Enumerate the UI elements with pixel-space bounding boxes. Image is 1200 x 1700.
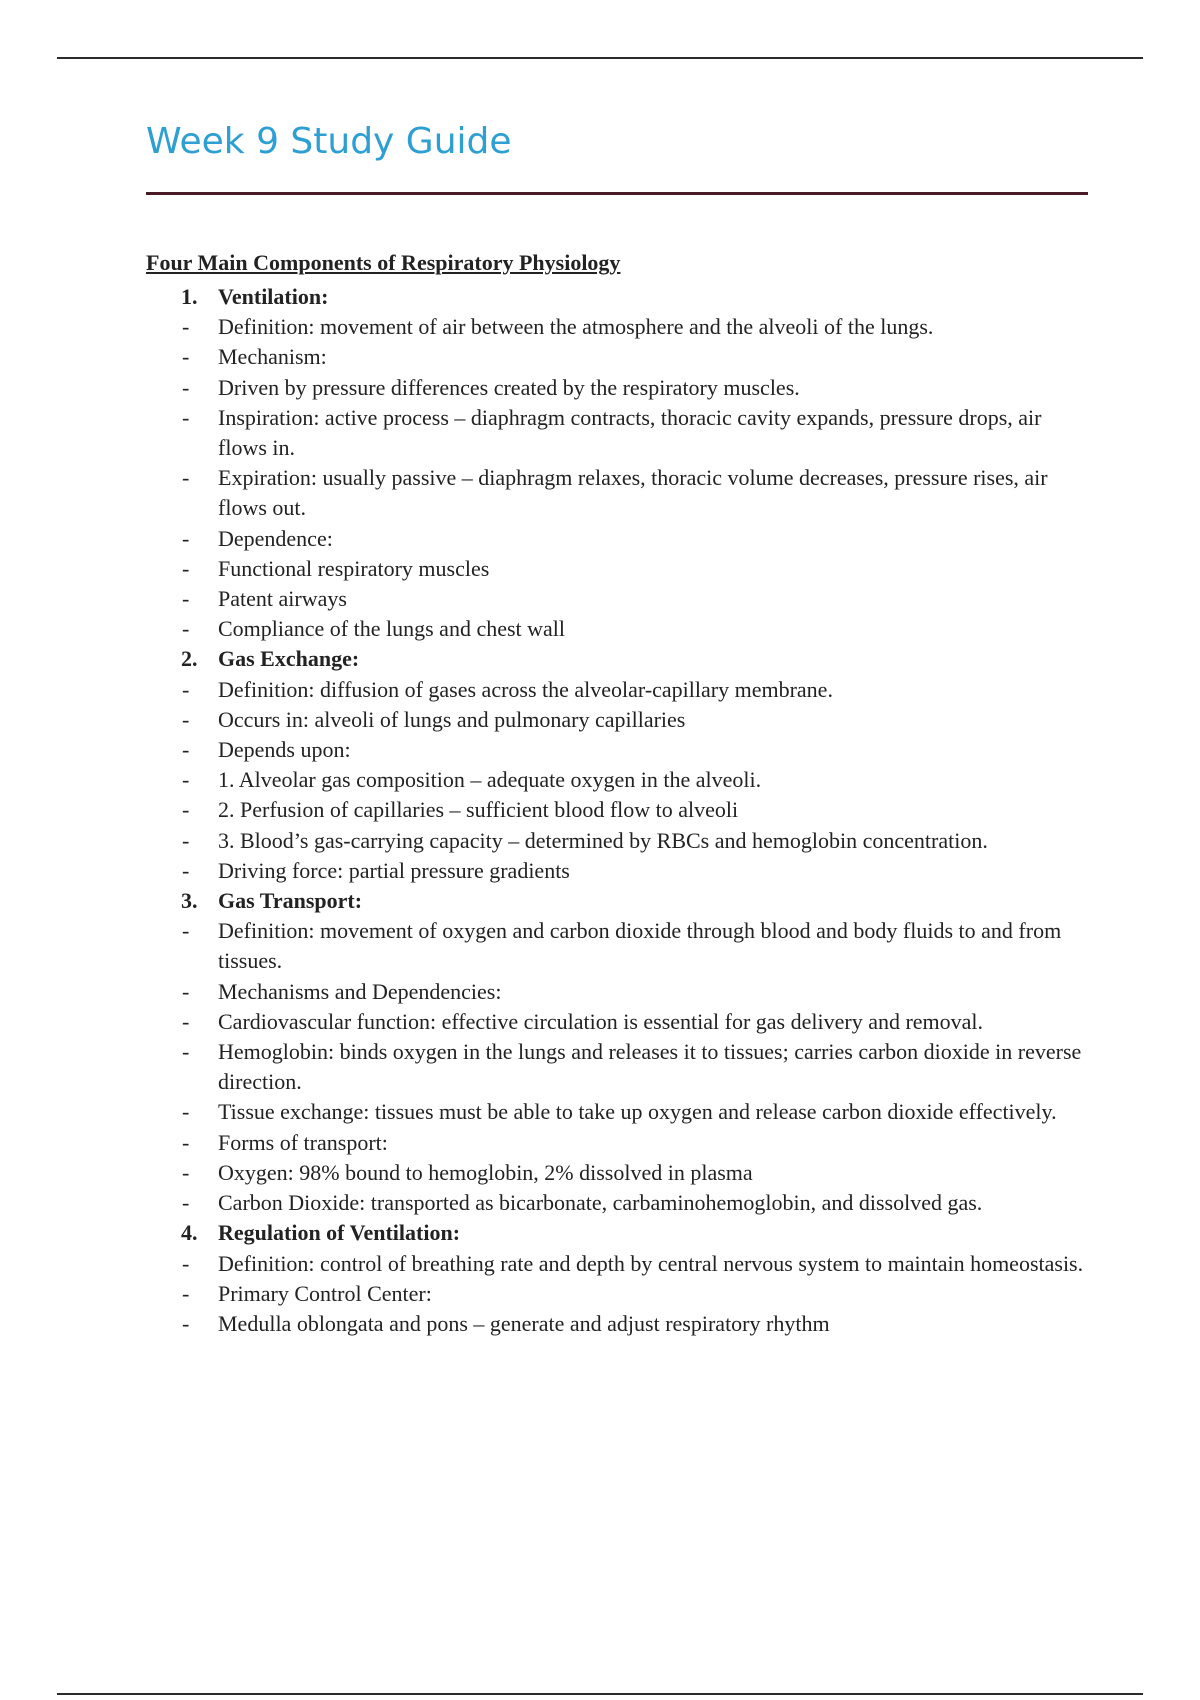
numbered-heading-text: Gas Exchange: (218, 646, 360, 672)
bullet-dash: - (182, 1190, 190, 1216)
bullet-text: Compliance of the lungs and chest wall (218, 616, 566, 642)
bullet-text: 1. Alveolar gas composition – adequate oxygen in the alveoli. (218, 767, 762, 793)
bullet-text: Functional respiratory muscles (218, 555, 490, 581)
bullet-dash: - (182, 1129, 190, 1155)
bullet-item (146, 1128, 1086, 1158)
bullet-dash: - (182, 706, 190, 732)
bullet-item (146, 1249, 1086, 1279)
bullet-item (146, 1007, 1086, 1037)
bullet-dash: - (182, 616, 190, 642)
bullet-text: 3. Blood’s gas-carrying capacity – determined by RBCs and hemoglobin concentration. (218, 827, 988, 853)
bullet-item (146, 342, 1086, 372)
bullet-dash: - (182, 586, 190, 612)
bullet-text: Carbon Dioxide: transported as bicarbonate, carbaminohemoglobin, and dissolved gas. (218, 1190, 983, 1216)
list-number: 4. (181, 1220, 198, 1246)
bullet-text: Driven by pressure differences created by the respiratory muscles. (218, 374, 800, 400)
bullet-text: Dependence: (218, 525, 333, 551)
bullet-dash: - (182, 1159, 190, 1185)
list-number: 1. (181, 284, 198, 309)
bullet-text: Medulla oblongata and pons – generate and adjust respiratory rhythm (218, 1310, 830, 1336)
bullet-item (146, 826, 1086, 856)
bullet-dash: - (182, 1099, 190, 1125)
numbered-heading (146, 644, 1086, 674)
bullet-dash: - (182, 555, 190, 581)
bullet-item (146, 705, 1086, 735)
bullet-text: Hemoglobin: binds oxygen in the lungs and releases it to tissues; carries carbon dioxide in reverse direction. (218, 1039, 1082, 1095)
list-number: 3. (181, 888, 198, 914)
bullet-dash: - (182, 1280, 190, 1306)
bullet-text: Mechanisms and Dependencies: (218, 978, 502, 1004)
section-heading: Four Main Components of Respiratory Physiology (146, 250, 621, 275)
bullet-dash: - (182, 344, 190, 370)
numbered-heading-text: Gas Transport: (218, 888, 363, 914)
bullet-item (146, 765, 1086, 795)
bullet-item (146, 977, 1086, 1007)
bullet-dash: - (182, 1310, 190, 1336)
numbered-heading-text: Ventilation: (218, 284, 329, 309)
bullet-text: Occurs in: alveoli of lungs and pulmonary capillaries (218, 706, 686, 732)
bullet-dash: - (182, 797, 190, 823)
page-bottom-rule (57, 1693, 1143, 1695)
bullet-item (146, 795, 1086, 825)
bullet-text: Cardiovascular function: effective circulation is essential for gas delivery and removal. (218, 1008, 984, 1034)
bullet-dash: - (182, 767, 190, 793)
bullet-text: Driving force: partial pressure gradients (218, 857, 570, 883)
numbered-heading (146, 886, 1086, 916)
bullet-item (146, 1279, 1086, 1309)
bullet-dash: - (182, 918, 190, 944)
bullet-item (146, 614, 1086, 644)
bullet-dash: - (182, 1039, 190, 1065)
bullet-dash: - (182, 404, 190, 430)
bullet-dash: - (182, 737, 190, 763)
bullet-item (146, 312, 1086, 342)
document-title: Week 9 Study Guide (146, 121, 512, 162)
bullet-text: Inspiration: active process – diaphragm contracts, thoracic cavity expands, pressure drops, air flows in. (218, 404, 1042, 461)
bullet-item (146, 463, 1086, 523)
bullet-dash: - (182, 374, 190, 400)
bullet-text: Definition: diffusion of gases across the alveolar-capillary membrane. (218, 676, 833, 702)
bullet-dash: - (182, 465, 190, 491)
bullet-item (146, 916, 1086, 976)
bullet-item (146, 1188, 1086, 1218)
bullet-text: Definition: movement of oxygen and carbon dioxide through blood and body fluids to and from tissues. (218, 918, 1062, 974)
page-top-rule (57, 57, 1143, 59)
bullet-item (146, 856, 1086, 886)
numbered-heading (146, 282, 1086, 312)
bullet-text: Definition: control of breathing rate and depth by central nervous system to maintain homeostasis. (218, 1250, 1084, 1276)
document-body (146, 248, 1086, 1339)
bullet-text: Oxygen: 98% bound to hemoglobin, 2% dissolved in plasma (218, 1159, 753, 1185)
list-number: 2. (181, 646, 198, 672)
bullet-dash: - (182, 857, 190, 883)
bullet-item (146, 584, 1086, 614)
bullet-item (146, 403, 1086, 463)
bullet-item (146, 1037, 1086, 1097)
component-list (146, 282, 1086, 1339)
bullet-text: Definition: movement of air between the atmosphere and the alveoli of the lungs. (218, 314, 934, 340)
numbered-heading (146, 1218, 1086, 1248)
bullet-text: 2. Perfusion of capillaries – sufficient blood flow to alveoli (218, 797, 739, 823)
bullet-dash: - (182, 314, 190, 340)
bullet-text: Primary Control Center: (218, 1280, 432, 1306)
bullet-dash: - (182, 827, 190, 853)
bullet-dash: - (182, 1008, 190, 1034)
bullet-dash: - (182, 978, 190, 1004)
bullet-item (146, 1158, 1086, 1188)
bullet-item (146, 1097, 1086, 1127)
bullet-item (146, 675, 1086, 705)
bullet-text: Expiration: usually passive – diaphragm relaxes, thoracic volume decreases, pressure rises, air flows out. (218, 465, 1048, 521)
bullet-text: Tissue exchange: tissues must be able to take up oxygen and release carbon dioxide effectively. (218, 1099, 1057, 1125)
bullet-text: Forms of transport: (218, 1129, 388, 1155)
bullet-item (146, 524, 1086, 554)
bullet-text: Patent airways (218, 586, 347, 612)
bullet-item (146, 735, 1086, 765)
title-underline-rule (146, 192, 1088, 195)
bullet-text: Depends upon: (218, 737, 351, 763)
bullet-dash: - (182, 525, 190, 551)
bullet-item (146, 554, 1086, 584)
numbered-heading-text: Regulation of Ventilation: (218, 1220, 461, 1246)
bullet-item (146, 373, 1086, 403)
bullet-text: Mechanism: (218, 344, 327, 370)
bullet-dash: - (182, 1250, 190, 1276)
bullet-item (146, 1309, 1086, 1339)
bullet-dash: - (182, 676, 190, 702)
